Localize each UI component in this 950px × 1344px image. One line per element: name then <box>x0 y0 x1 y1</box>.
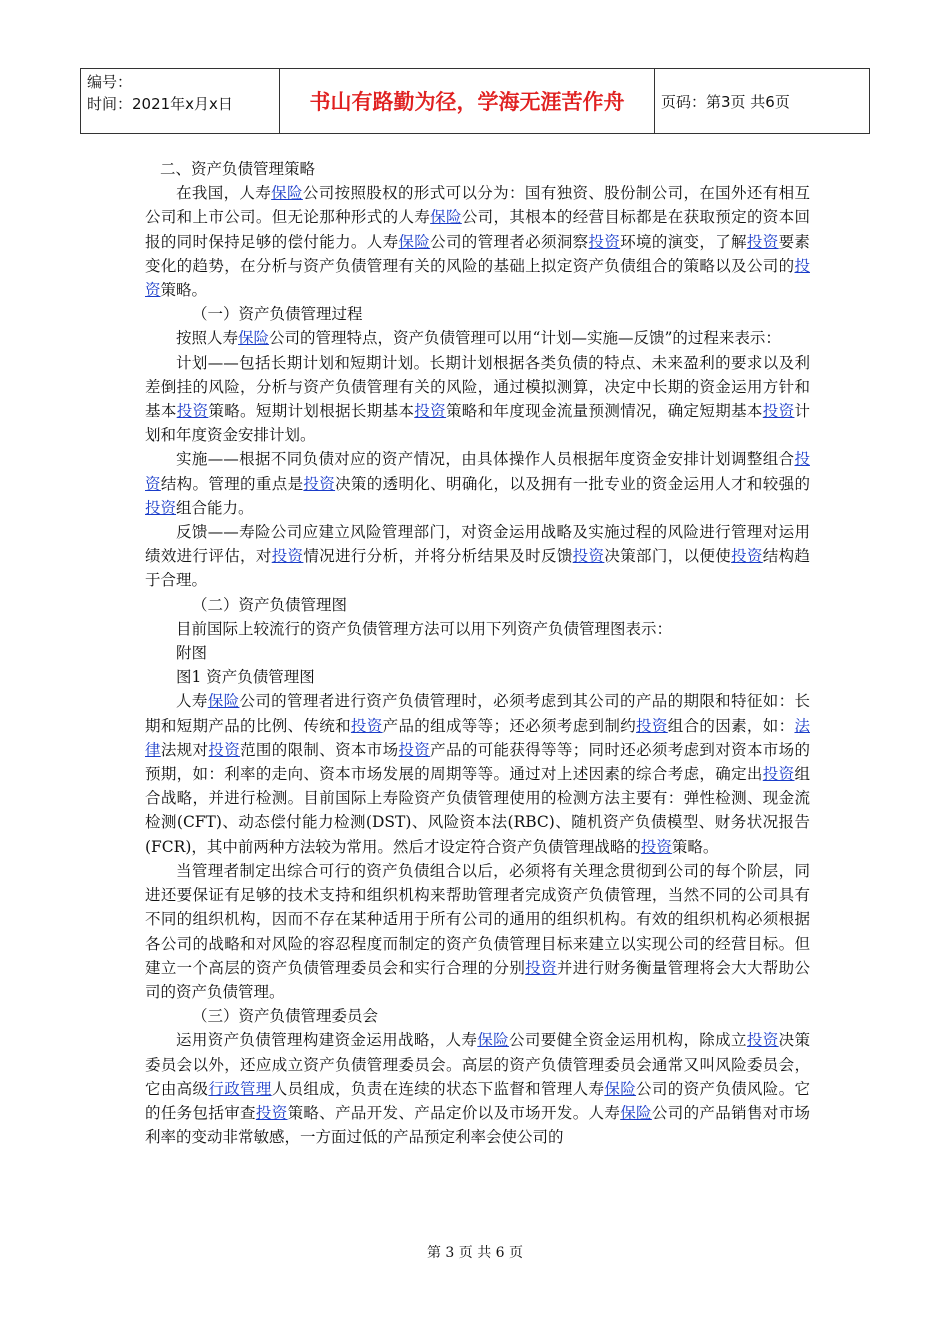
paragraph-text: 按照人寿 <box>176 329 239 348</box>
keyword-link[interactable]: 投资 <box>255 1103 288 1122</box>
paragraph-text: 计划——包括长期计划和短期计划。长期计划根据各类负债的特点、未来盈利的要求以及利差倒挂的风险，分析与资产负债管理有关的风险，通过模拟测算，决定中长期的资金运用方针和基本 <box>145 353 810 421</box>
keyword-link[interactable]: 保险 <box>207 692 240 711</box>
paragraph-text: 人寿 <box>176 692 208 711</box>
keyword-link[interactable]: 投资 <box>208 740 241 759</box>
paragraph <box>145 1028 810 1149</box>
paragraph-text: 当管理者制定出综合可行的资产负债组合以后，必须将有关理念贯彻到公司的每个阶层，同进还要保证有足够的技术支持和组织机构来帮助管理者完成资产负债管理，当然不同的公司具有不同的组织机构，因而不存在某种适用于所有公司的通用的组织机构。有效的组织机构必须根据各公司的战略和对风险的容忍程度而制定的资产负债管理目标来建立以实现公司的经营目标。但建立一个高层的资产负债管理委员会和实行合理的分别 <box>145 861 810 977</box>
paragraph-text: 公司要健全资金运用机构，除成立 <box>509 1031 747 1050</box>
number-label: 编号： <box>87 73 133 91</box>
page-label: 页码：第3页 共6页 <box>661 92 790 111</box>
subsection-heading: （三）资产负债管理委员会 <box>192 1007 379 1026</box>
keyword-link[interactable]: 保险 <box>271 184 303 203</box>
keyword-link[interactable]: 投资 <box>303 474 336 493</box>
keyword-link[interactable]: 保险 <box>430 208 462 227</box>
paragraph-text: 结构。管理的重点是 <box>160 474 304 493</box>
paragraph-text: 法规对 <box>160 740 209 759</box>
keyword-link[interactable]: 保险 <box>398 232 431 251</box>
figure-caption: 图1 资产负债管理图 <box>176 668 315 687</box>
keyword-link[interactable]: 保险 <box>620 1103 652 1122</box>
document-body <box>145 157 810 1149</box>
footer-page-number: 第 3 页 共 6 页 <box>426 1245 524 1261</box>
paragraph-text: 公司的管理者进行资产负债管理时，必须考虑到其公司的产品的期限和特征如：长期和短期产品的比例、传统和 <box>145 692 810 735</box>
keyword-link[interactable]: 投资 <box>414 402 446 421</box>
paragraph-text: 结构趋于合理。 <box>145 547 810 590</box>
paragraph-text: 要素变化的趋势，在分析与资产负债管理有关的风险的基础上拟定资产负债组合的策略以及公司的 <box>145 232 810 275</box>
keyword-link[interactable]: 投资 <box>398 740 431 759</box>
paragraph-text: 组合能力。 <box>176 498 254 517</box>
keyword-link[interactable]: 投资 <box>271 547 304 566</box>
paragraph <box>145 859 810 1004</box>
paragraph-text: 实施——根据不同负债对应的资产情况，由具体操作人员根据年度资金安排计划调整组合 <box>176 450 795 469</box>
section-heading: 二、资产负债管理策略 <box>160 160 316 178</box>
paragraph-text: 反馈——寿险公司应建立风险管理部门，对资金运用战略及实施过程的风险进行管理对运用绩效进行评估，对 <box>145 523 810 566</box>
paragraph-text: 组合战略，并进行检测。目前国际上寿险资产负债管理使用的检测方法主要有：弹性检测、现金流检测(CFT)、动态偿付能力检测(DST)、风险资本法(RBC)、随机资产负债模型、财务状况报告(FCR)，其中前两种方法较为常用。然后才设定符合资产负债管理战略的 <box>145 765 810 856</box>
keyword-link[interactable]: 法律 <box>145 716 810 759</box>
date-label: 时间：2021年x月x日 <box>87 95 233 113</box>
paragraph-text: 策略。 <box>160 281 208 300</box>
header-table <box>80 68 870 134</box>
keyword-link[interactable]: 投资 <box>145 498 177 517</box>
keyword-link[interactable]: 保险 <box>238 329 270 348</box>
paragraph-text: 产品的组成等等；还必须考虑到制约 <box>382 716 637 735</box>
keyword-link[interactable]: 投资 <box>640 837 672 856</box>
keyword-link[interactable]: 投资 <box>731 547 763 566</box>
paragraph <box>145 181 810 302</box>
keyword-link[interactable]: 投资 <box>176 402 209 421</box>
paragraph-text: 公司的资产负债风险。它的任务包括审查 <box>145 1079 810 1122</box>
paragraph-text: 范围的限制、资本市场 <box>240 740 399 759</box>
paragraph-text: 组合的因素，如： <box>667 716 795 735</box>
paragraph-text: 策略、产品开发、产品定价以及市场开发。人寿 <box>287 1103 621 1122</box>
keyword-link[interactable]: 投资 <box>636 716 668 735</box>
paragraph-text: 决策的透明化、明确化，以及拥有一批专业的资金运用人才和较强的 <box>335 474 810 493</box>
paragraph-text: 运用资产负债管理构建资金运用战略，人寿 <box>176 1031 478 1050</box>
paragraph-text: 产品的可能获得等等；同时还必须考虑到对资本市场的预期，如：利率的走向、资本市场发展的周期等等。通过对上述因素的综合考虑，确定出 <box>145 740 810 784</box>
paragraph-text: 公司的管理者必须洞察 <box>430 232 589 251</box>
keyword-link[interactable]: 投资 <box>350 716 383 735</box>
paragraph-text: 决策部门，以便使 <box>604 547 732 566</box>
header-info-cell <box>81 69 280 133</box>
paragraph-text: 并进行财务衡量管理将会大大帮助公司的资产负债管理。 <box>145 958 810 1001</box>
keyword-link[interactable]: 投资 <box>145 450 810 493</box>
paragraph-text: 人员组成，负责在连续的状态下监督和管理人寿 <box>271 1079 605 1098</box>
keyword-link[interactable]: 投资 <box>145 256 810 300</box>
motto-text: 书山有路勤为径，学海无涯苦作舟 <box>309 90 625 114</box>
paragraph: 目前国际上较流行的资产负债管理方法可以用下列资产负债管理图表示： <box>176 619 673 638</box>
paragraph <box>145 447 810 520</box>
paragraph-text: 公司的管理特点，资产负债管理可以用“计划—实施—反馈”的过程来表示： <box>269 329 781 348</box>
figure-note: 附图 <box>176 644 208 663</box>
keyword-link[interactable]: 投资 <box>762 765 795 784</box>
paragraph-text: 公司，其根本的经营目标都是在获取预定的资本回报的同时保持足够的偿付能力。人寿 <box>145 208 810 251</box>
paragraph <box>145 520 810 593</box>
keyword-link[interactable]: 投资 <box>746 232 779 251</box>
page-cell <box>655 69 869 133</box>
keyword-link[interactable]: 投资 <box>588 232 621 251</box>
paragraph-text: 在我国，人寿 <box>176 184 272 203</box>
keyword-link[interactable]: 保险 <box>477 1031 510 1050</box>
paragraph-text: 公司的产品销售对市场利率的变动非常敏感，一方面过低的产品预定利率会使公司的 <box>145 1103 810 1147</box>
paragraph-text: 公司按照股权的形式可以分为：国有独资、股份制公司，在国外还有相互公司和上市公司。但无论那种形式的人寿 <box>145 184 810 227</box>
subsection-heading: （一）资产负债管理过程 <box>192 305 363 324</box>
paragraph-text: 情况进行分析，并将分析结果及时反馈 <box>303 547 573 566</box>
paragraph-text: 策略。 <box>671 837 719 856</box>
paragraph-text: 决策委员会以外，还应成立资产负债管理委员会。高层的资产负债管理委员会通常又叫风险委员会，它由高级 <box>145 1031 810 1098</box>
keyword-link[interactable]: 行政管理 <box>208 1079 272 1098</box>
keyword-link[interactable]: 投资 <box>762 402 795 421</box>
subsection-heading: （二）资产负债管理图 <box>192 595 348 614</box>
paragraph-text: 策略和年度现金流量预测情况，确定短期基本 <box>445 402 763 421</box>
paragraph <box>145 351 810 448</box>
page-footer <box>0 1242 950 1262</box>
paragraph-text: 策略。短期计划根据长期基本 <box>208 402 415 421</box>
keyword-link[interactable]: 保险 <box>604 1079 637 1098</box>
keyword-link[interactable]: 投资 <box>525 958 557 977</box>
paragraph-text: 环境的演变，了解 <box>620 232 747 251</box>
paragraph <box>145 326 810 350</box>
motto-cell <box>280 69 655 133</box>
paragraph-text: 计划和年度资金安排计划。 <box>145 402 810 445</box>
keyword-link[interactable]: 投资 <box>572 547 605 566</box>
paragraph <box>145 689 810 858</box>
keyword-link[interactable]: 投资 <box>746 1031 779 1050</box>
